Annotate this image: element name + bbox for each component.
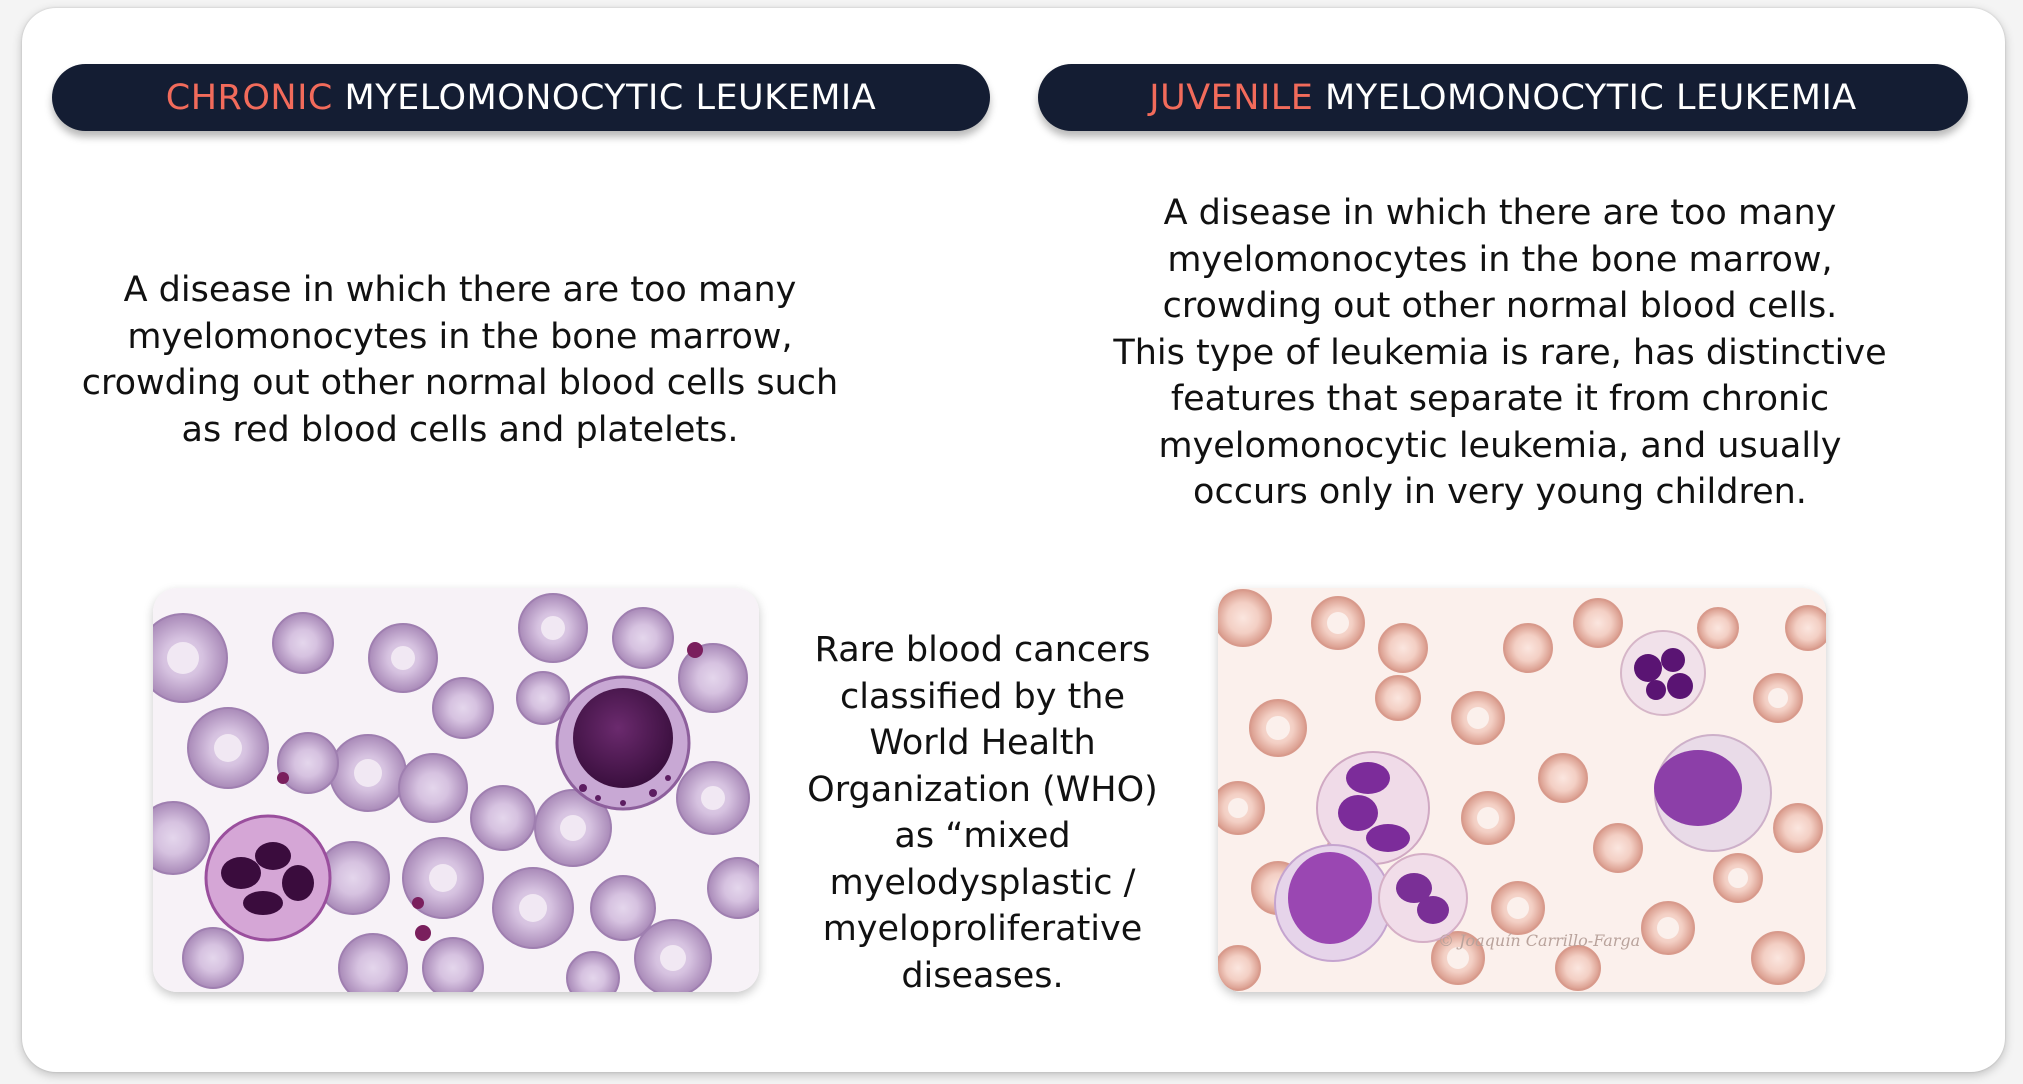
description-line: as red blood cells and platelets.	[181, 409, 739, 450]
chronic-title-banner	[52, 64, 990, 131]
note-line: World Health	[869, 723, 1096, 763]
note-line: Organization (WHO)	[807, 769, 1158, 810]
note-line: myeloproliferative	[822, 909, 1143, 949]
chronic-blood-smear-image	[153, 588, 759, 992]
description-line: This type of leukemia is rare, has distinctive	[1113, 332, 1887, 373]
chronic-title-rest: MYELOMONOCYTIC LEUKEMIA	[332, 77, 877, 118]
note-line: classified by the	[839, 676, 1126, 717]
chronic-smear-illustration	[153, 588, 759, 992]
note-line: myelodysplastic /	[829, 862, 1136, 903]
who-classification-note	[795, 627, 1170, 999]
chronic-description	[60, 267, 860, 453]
note-line: diseases.	[901, 955, 1064, 996]
description-line: A disease in which there are too many	[123, 270, 797, 310]
note-line: as “mixed	[894, 816, 1071, 856]
description-line: A disease in which there are too many	[1163, 193, 1837, 233]
description-line: crowding out other normal blood cells such	[81, 363, 839, 403]
juvenile-smear-illustration	[1218, 588, 1826, 992]
juvenile-title-banner	[1038, 64, 1968, 131]
description-line: myelomonocytes in the bone marrow,	[127, 316, 793, 357]
juvenile-title-accent: JUVENILE	[1149, 77, 1314, 118]
note-line: Rare blood cancers	[814, 630, 1151, 670]
description-line: occurs only in very young children.	[1193, 472, 1807, 512]
description-line: myelomonocytic leukemia, and usually	[1158, 425, 1842, 466]
juvenile-description	[1110, 190, 1890, 516]
juvenile-title-rest: MYELOMONOCYTIC LEUKEMIA	[1313, 77, 1857, 118]
juvenile-blood-smear-image	[1218, 588, 1826, 992]
description-line: features that separate it from chronic	[1170, 379, 1830, 419]
image-watermark: © Joaquín Carrillo-Farga	[1438, 931, 1641, 950]
description-line: myelomonocytes in the bone marrow,	[1167, 239, 1833, 280]
chronic-title-accent: CHRONIC	[165, 77, 333, 118]
description-line: crowding out other normal blood cells.	[1162, 286, 1838, 326]
